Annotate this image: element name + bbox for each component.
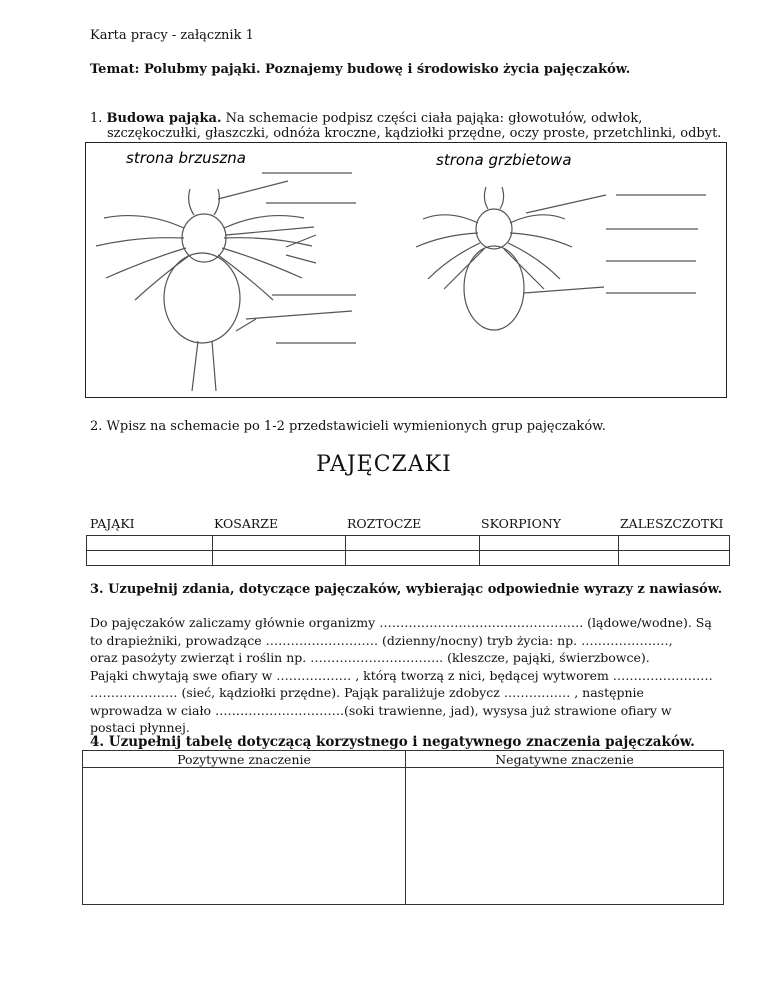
answer-cell[interactable] xyxy=(213,536,346,551)
section1-instruction-2: szczękoczułki, głaszczki, odnóża kroczne, kądziołki przędne, oczy proste, przetchlinki, odbyt. xyxy=(107,126,722,141)
answer-cell[interactable] xyxy=(619,536,730,551)
table-header-row xyxy=(83,751,724,768)
group-label-harvestmen: KOSARZE xyxy=(214,516,279,531)
section3-paragraph xyxy=(90,614,730,737)
group-label-spiders: PAJĄKI xyxy=(90,516,135,531)
paragraph-line: Do pajęczaków zaliczamy głównie organizmy …………………………………………. (lądowe/wodne). Są xyxy=(90,615,712,630)
group-label-scorpions: SKORPIONY xyxy=(481,516,562,531)
group-label-mites: ROZTOCZE xyxy=(347,516,422,531)
answer-cell[interactable] xyxy=(480,536,619,551)
column-header-positive: Pozytywne znaczenie xyxy=(83,751,406,768)
paragraph-line: wprowadza w ciało ………………………….(soki trawienne, jad), wysysa już strawione ofiary w xyxy=(90,702,672,718)
section2-instruction: 2. Wpisz na schemacie po 1-2 przedstawicieli wymienionych grup pajęczaków. xyxy=(90,419,606,434)
answer-cell[interactable] xyxy=(619,551,730,566)
section3-heading: 3. Uzupełnij zdania, dotyczące pajęczaków, wybierając odpowiednie wyrazy z nawiasów. xyxy=(90,582,723,597)
significance-table xyxy=(82,750,724,905)
positive-answer-cell[interactable] xyxy=(83,768,406,905)
table-row xyxy=(87,536,730,551)
answer-cell[interactable] xyxy=(213,551,346,566)
paragraph-line: postaci płynnej. xyxy=(90,720,190,735)
answer-cell[interactable] xyxy=(346,551,480,566)
sketch-label-ventral: strona brzuszna xyxy=(126,149,246,167)
sketch-label-dorsal: strona grzbietowa xyxy=(436,151,572,169)
topic-title: Temat: Polubmy pająki. Poznajemy budowę i środowisko życia pajęczaków. xyxy=(90,62,631,77)
answer-cell[interactable] xyxy=(346,536,480,551)
paragraph-line: Pająki chwytają swe ofiary w ……………… , którą tworzą z nici, będącej wytworem …………………… xyxy=(90,667,713,683)
group-label-pseudoscorpions: ZALESZCZOTKI xyxy=(620,516,724,531)
section4-heading: 4. Uzupełnij tabelę dotyczącą korzystnego i negatywnego znaczenia pajęczaków. xyxy=(90,734,695,750)
paragraph-line: ………………… (sieć, kądziołki przędne). Pająk paraliżuje zdobycz ……………. , następnie xyxy=(90,685,644,700)
table-row xyxy=(83,768,724,905)
answer-cell[interactable] xyxy=(480,551,619,566)
section1-line1 xyxy=(90,111,642,126)
section1-number: 1. xyxy=(90,111,103,126)
column-header-negative: Negatywne znaczenie xyxy=(406,751,724,768)
spider-drawing-box xyxy=(85,142,727,398)
negative-answer-cell[interactable] xyxy=(406,768,724,905)
paragraph-line: oraz pasożyty zwierząt i roślin np. ………………………….. (kleszcze, pająki, świerzbowce). xyxy=(90,650,650,665)
section1-title: Budowa pająka. xyxy=(106,111,222,126)
paragraph-line: to drapieżniki, prowadzące ……………………… (dzienny/nocny) tryb życia: np. …………………, xyxy=(90,632,673,648)
section1-instruction-1: Na schemacie podpisz części ciała pająka: głowotułów, odwłok, xyxy=(225,111,643,126)
page-header: Karta pracy - załącznik 1 xyxy=(90,28,254,43)
answer-cell[interactable] xyxy=(87,536,213,551)
spider-sketch xyxy=(86,143,726,397)
arachnid-groups-table xyxy=(86,535,730,566)
table-row xyxy=(87,551,730,566)
arachnids-title: PAJĘCZAKI xyxy=(316,452,452,477)
answer-cell[interactable] xyxy=(87,551,213,566)
